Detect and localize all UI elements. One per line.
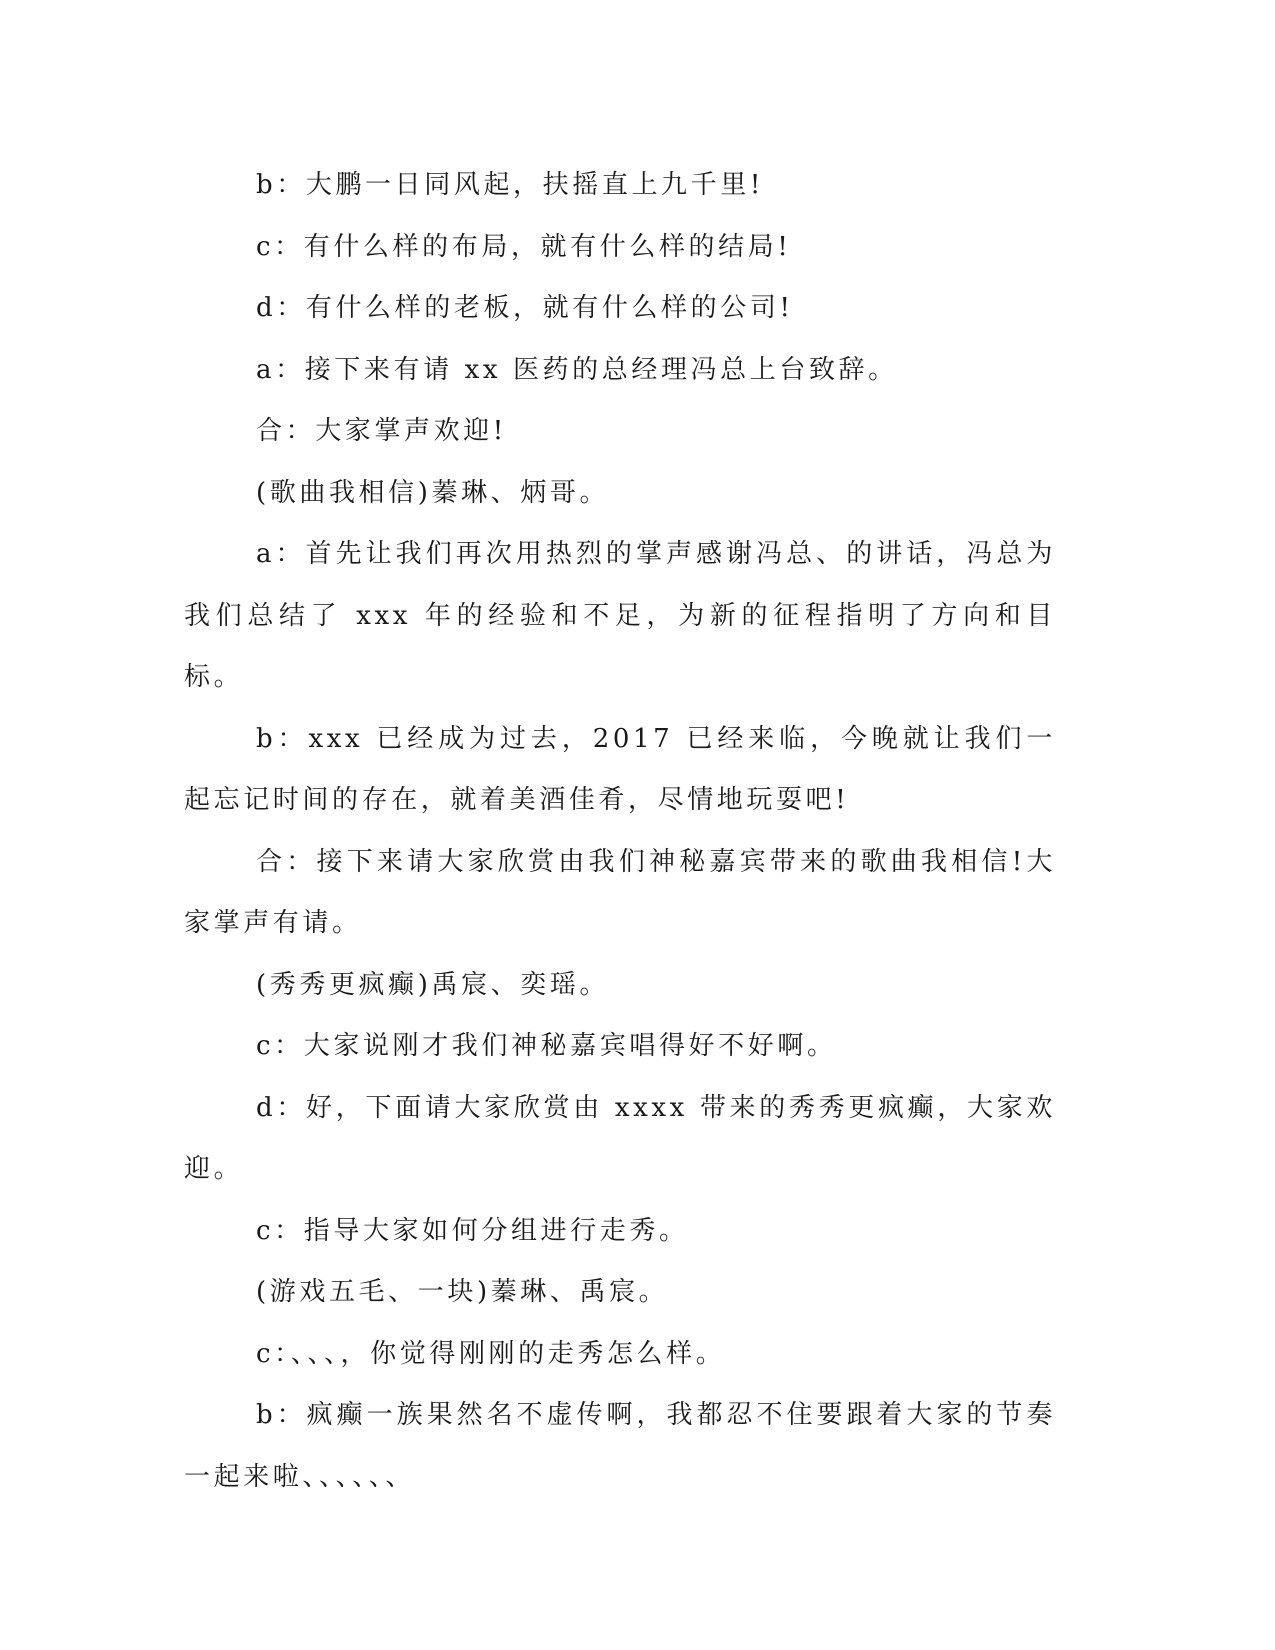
paragraph: c：指导大家如何分组进行走秀。	[256, 1215, 689, 1246]
paragraph: b：疯癫一族果然名不虚传啊，我都忍不住要跟着大家的节奏一起来啦、、、、、、	[184, 1400, 1056, 1492]
paragraph: c：大家说刚才我们神秘嘉宾唱得好不好啊。	[256, 1031, 837, 1061]
paragraph: 合：接下来请大家欣赏由我们神秘嘉宾带来的歌曲我相信!大家掌声有请。	[184, 846, 1056, 938]
paragraph: a：接下来有请 xx 医药的总经理冯总上台致辞。	[256, 354, 898, 385]
paragraph: 合：大家掌声欢迎!	[256, 416, 507, 446]
paragraph: d：有什么样的老板，就有什么样的公司!	[256, 293, 794, 323]
paragraph: d：好，下面请大家欣赏由 xxxx 带来的秀秀更疯癫，大家欢迎。	[184, 1092, 1056, 1184]
paragraph: c：、、、，你觉得刚刚的走秀怎么样。	[256, 1338, 726, 1369]
paragraph: c：有什么样的布局，就有什么样的结局!	[256, 231, 792, 262]
paragraph: b：大鹏一日同风起，扶摇直上九千里!	[256, 170, 764, 200]
document-body	[184, 155, 1056, 1508]
paragraph: (秀秀更疯癫)禹宸、奕瑶。	[256, 969, 610, 1000]
paragraph: a：首先让我们再次用热烈的掌声感谢冯总、的讲话，冯总为我们总结了 xxx 年的经验和不足，为新的征程指明了方向和目标。	[184, 539, 1056, 692]
paragraph: (歌曲我相信)蓁琳、炳哥。	[256, 477, 610, 508]
paragraph: b：xxx 已经成为过去，2017 已经来临，今晚就让我们一起忘记时间的存在，就着美酒佳肴，尽情地玩耍吧!	[184, 723, 1056, 815]
paragraph: (游戏五毛、一块)蓁琳、禹宸。	[256, 1277, 669, 1307]
